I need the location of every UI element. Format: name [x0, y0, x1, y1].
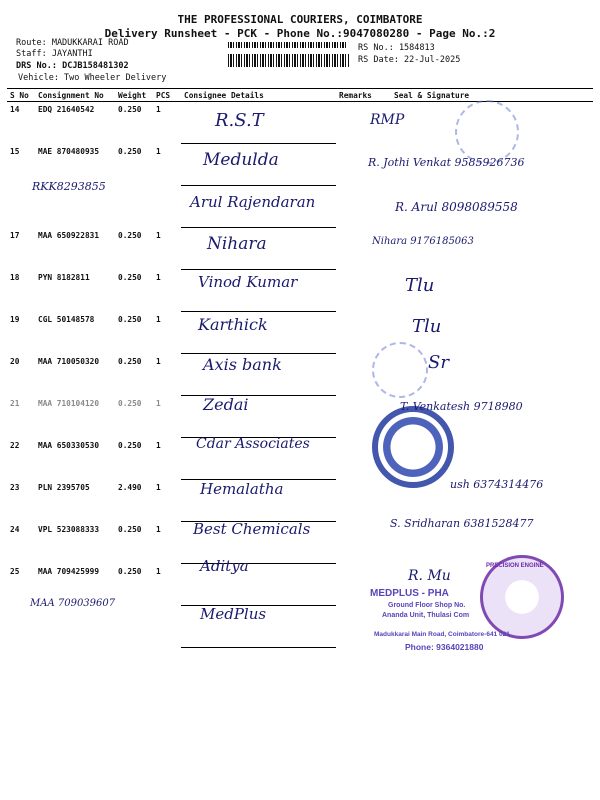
- consignee-name: Cdar Associates: [196, 436, 310, 452]
- signature: Nihara 9176185063: [372, 236, 474, 247]
- row-consignment: PYN 8182811: [38, 272, 90, 282]
- col-consignment: Consignment No: [35, 89, 115, 102]
- signature: T. Venkatesh 9718980: [400, 400, 523, 413]
- row-consignment: MAA 650330530: [38, 440, 100, 450]
- row-remarks: [336, 522, 391, 564]
- handwritten-consignment-16: RKK8293855: [32, 180, 106, 193]
- row-sno: 20: [10, 356, 20, 366]
- signature: Tlu: [405, 275, 435, 296]
- row-consignment: CGL 50148578: [38, 314, 95, 324]
- row-sno: 15: [10, 146, 20, 156]
- consignee-name: Nihara: [207, 234, 267, 254]
- consignee-name: Zedai: [203, 395, 249, 414]
- row-sno: 17: [10, 230, 20, 240]
- vehicle-label: Vehicle: Two Wheeler Delivery: [18, 73, 167, 83]
- table-row: [7, 312, 593, 354]
- table-header-row: [7, 89, 593, 102]
- row-sno: [7, 186, 35, 228]
- row-weight: 0.250: [118, 272, 142, 282]
- row-weight: 0.250: [118, 230, 142, 240]
- route-label: Route: MADUKKARAI ROAD: [16, 38, 129, 48]
- drs-value: DCJB158481302: [62, 61, 129, 71]
- signature: R. Mu: [408, 568, 451, 584]
- row-pcs: 1: [156, 314, 161, 324]
- col-pcs: PCS: [153, 89, 181, 102]
- stamp-address: Madukkarai Main Road, Coimbatore-641 021: [374, 631, 510, 638]
- col-signature: Seal & Signature: [391, 89, 593, 102]
- company-title: THE PROFESSIONAL COURIERS, COIMBATORE: [177, 13, 423, 26]
- signature: RMP: [370, 112, 405, 128]
- signature: R. Arul 8098089558: [395, 200, 518, 214]
- row-pcs: [153, 606, 181, 648]
- row-pcs: 1: [156, 482, 161, 492]
- col-remarks: Remarks: [336, 89, 391, 102]
- row-consignment: EDQ 21640542: [38, 105, 95, 114]
- barcode-main: [228, 54, 350, 67]
- signature: ush 6374314476: [450, 478, 544, 491]
- consignee-name: Arul Rajendaran: [190, 193, 316, 211]
- row-weight: 0.250: [118, 356, 142, 366]
- barcode-top: [228, 42, 348, 48]
- signature: Sr: [428, 352, 449, 373]
- col-sno: S No: [7, 89, 35, 102]
- row-signature-cell: [391, 228, 593, 270]
- stamp-shop-name: MEDPLUS - PHA: [370, 588, 449, 599]
- row-consignment: VPL 523088333: [38, 524, 100, 534]
- row-remarks: [336, 186, 391, 228]
- row-pcs: [153, 186, 181, 228]
- row-pcs: 1: [156, 524, 161, 534]
- drs-label: DRS No.:: [16, 61, 57, 71]
- row-remarks: [336, 270, 391, 312]
- stamp-dotted-middle: [372, 342, 428, 398]
- row-sno: 23: [10, 482, 20, 492]
- table-row: [7, 270, 593, 312]
- consignee-name: Vinod Kumar: [198, 273, 298, 291]
- stamp-phone: Phone: 9364021880: [405, 642, 484, 652]
- row-consignment: MAA 650922831: [38, 230, 100, 240]
- consignee-name: Axis bank: [203, 355, 282, 374]
- signature: Tlu: [412, 316, 442, 337]
- consignee-name: Hemalatha: [200, 480, 284, 498]
- handwritten-consignment-26: MAA 709039607: [30, 598, 116, 609]
- row-consignment: PLN 2395705: [38, 482, 90, 492]
- staff-label: Staff: JAYANTHI: [16, 49, 93, 59]
- row-weight: 2.490: [118, 482, 142, 492]
- row-remarks: [336, 480, 391, 522]
- consignee-name: Best Chemicals: [193, 520, 311, 538]
- row-pcs: 1: [156, 398, 161, 408]
- row-weight: 0.250: [118, 566, 142, 576]
- stamp-line2: Ananda Unit, Thulasi Com: [382, 612, 470, 619]
- stamp-dotted-top: [455, 100, 519, 164]
- table-row: [7, 228, 593, 270]
- consignee-name: Medulda: [203, 150, 279, 170]
- row-pcs: 1: [156, 272, 161, 282]
- stamp-line1: Ground Floor Shop No.: [388, 602, 466, 609]
- row-consignment: MAA 710050320: [38, 356, 100, 366]
- consignee-name: MedPlus: [200, 605, 267, 623]
- row-sno: [7, 606, 35, 648]
- row-weight: 0.250: [118, 105, 142, 114]
- row-pcs: 1: [156, 146, 161, 156]
- col-weight: Weight: [115, 89, 153, 102]
- row-weight: [115, 606, 153, 648]
- consignee-name: Karthick: [198, 315, 268, 334]
- signature: S. Sridharan 6381528477: [390, 517, 534, 530]
- row-sno: 25: [10, 566, 20, 576]
- row-weight: 0.250: [118, 398, 142, 408]
- rs-number: RS No.: 1584813: [358, 43, 435, 53]
- row-weight: [115, 186, 153, 228]
- table-row: [7, 354, 593, 396]
- stamp-ring-text: PRECISION ENGINE: [486, 563, 544, 569]
- row-sno: 22: [10, 440, 20, 450]
- row-weight: 0.250: [118, 314, 142, 324]
- row-pcs: 1: [156, 230, 161, 240]
- row-sno: 19: [10, 314, 20, 324]
- rs-date: RS Date: 22-Jul-2025: [358, 55, 461, 65]
- row-consignment: MAA 710104120: [38, 398, 100, 408]
- consignee-name: Aditya: [200, 557, 249, 575]
- row-consignment: [35, 606, 115, 648]
- row-weight: 0.250: [118, 146, 142, 156]
- row-consignment: MAA 709425999: [38, 566, 100, 576]
- row-pcs: 1: [156, 440, 161, 450]
- row-sno: 24: [10, 524, 20, 534]
- row-remarks: [336, 228, 391, 270]
- row-consignment: MAE 870480935: [38, 146, 100, 156]
- row-sno: 14: [10, 105, 20, 114]
- stamp-navy-seal: [372, 406, 454, 488]
- row-pcs: 1: [156, 566, 161, 576]
- runsheet-subtitle: Delivery Runsheet - PCK - Phone No.:9047080280 - Page No.:2: [104, 27, 496, 40]
- row-sno: 18: [10, 272, 20, 282]
- row-sno: 21: [10, 398, 20, 408]
- row-pcs: 1: [156, 356, 161, 366]
- drs-number: [16, 61, 129, 71]
- row-pcs: 1: [156, 105, 161, 114]
- col-consignee: Consignee Details: [181, 89, 336, 102]
- row-remarks: [336, 564, 391, 606]
- signature: R. Jothi Venkat 9585926736: [368, 156, 525, 169]
- row-weight: 0.250: [118, 440, 142, 450]
- consignee-name: R.S.T: [215, 110, 264, 131]
- row-weight: 0.250: [118, 524, 142, 534]
